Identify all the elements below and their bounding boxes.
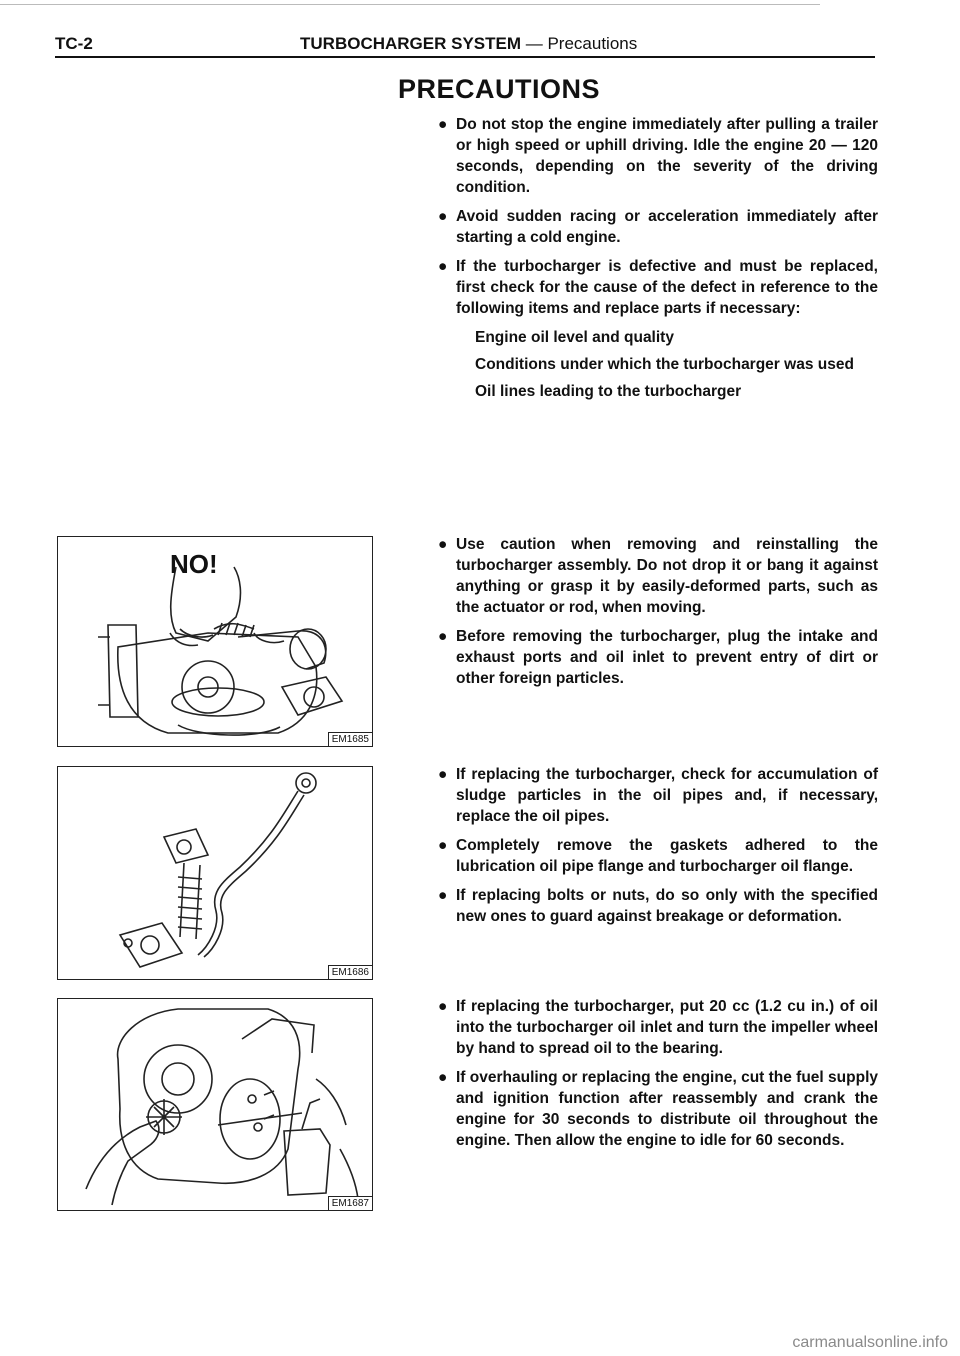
header-separator: — [521, 34, 548, 53]
section-3 [438, 764, 878, 935]
bullet-item: ● If replacing the turbocharger, put 20 cc (1.2 cu in.) of oil into the turbocharger oil inlet and turn the impeller wheel by hand to spread oil to the bearing. [438, 998, 878, 1057]
bullet-item: ● Completely remove the gaskets adhered to the lubrication oil pipe flange and turbocharger oil flange. [438, 837, 878, 875]
header-title [300, 34, 637, 54]
page-code: TC-2 [55, 34, 93, 53]
bullet-icon: ● [438, 998, 448, 1015]
site-watermark: carmanualsonline.info [792, 1334, 948, 1351]
bullet-item: ● Avoid sudden racing or acceleration immediately after starting a cold engine. [438, 208, 878, 246]
figure-code: EM1685 [328, 732, 372, 746]
page-title: PRECAUTIONS [398, 74, 601, 104]
figure-code: EM1686 [328, 965, 372, 979]
section-2 [438, 534, 878, 697]
oil-filling-illustration [58, 999, 372, 1210]
section-name: Precautions [547, 34, 638, 53]
bullet-icon: ● [438, 887, 448, 904]
bullet-icon: ● [438, 1069, 448, 1086]
section-4 [438, 996, 878, 1159]
figure-code: EM1687 [328, 1196, 372, 1210]
section-1 [438, 114, 878, 408]
bullet-icon: ● [438, 208, 448, 225]
bullet-item: ● If overhauling or replacing the engine, cut the fuel supply and ignition function after reassembly and crank the engine for 30 seconds to distribute oil throughout the engine. Then allow the engine to idle for 60 seconds. [438, 1069, 878, 1149]
bullet-item: ● If the turbocharger is defective and must be replaced, first check for the cause of the defect in reference to the following items and replace parts if necessary: [438, 258, 878, 317]
no-warning-label: NO! [170, 549, 218, 579]
bullet-icon: ● [438, 116, 448, 133]
oil-pipe-illustration [58, 767, 372, 979]
scan-line [0, 4, 820, 5]
bullet-item: ● Do not stop the engine immediately after pulling a trailer or high speed or uphill driving. Idle the engine 20 — 120 seconds, depending on the severity of the driving condition. [438, 116, 878, 196]
bullet-item: ● Before removing the turbocharger, plug the intake and exhaust ports and oil inlet to prevent entry of dirt or other foreign particles. [438, 628, 878, 687]
header-rule [55, 56, 875, 58]
sub-item: Engine oil level and quality [475, 329, 674, 346]
bullet-icon: ● [438, 837, 448, 854]
figure-em1687 [57, 998, 373, 1211]
sub-item: Conditions under which the turbocharger was used [475, 356, 854, 373]
bullet-icon: ● [438, 628, 448, 645]
bullet-icon: ● [438, 766, 448, 783]
bullet-item: ● If replacing bolts or nuts, do so only with the specified new ones to guard against breakage or deformation. [438, 887, 878, 925]
figure-em1686 [57, 766, 373, 980]
bullet-item: ● If replacing the turbocharger, check for accumulation of sludge particles in the oil pipes and, if necessary, replace the oil pipes. [438, 766, 878, 825]
bullet-icon: ● [438, 258, 448, 275]
page-header [0, 0, 960, 70]
bullet-icon: ● [438, 536, 448, 553]
system-name: TURBOCHARGER SYSTEM [300, 34, 522, 53]
figure-em1685 [57, 536, 373, 747]
bullet-item: ● Use caution when removing and reinstalling the turbocharger assembly. Do not drop it or bang it against anything or grasp it by easily-deformed parts, such as the actuator or rod, when moving. [438, 536, 878, 616]
sub-item: Oil lines leading to the turbocharger [475, 383, 742, 400]
